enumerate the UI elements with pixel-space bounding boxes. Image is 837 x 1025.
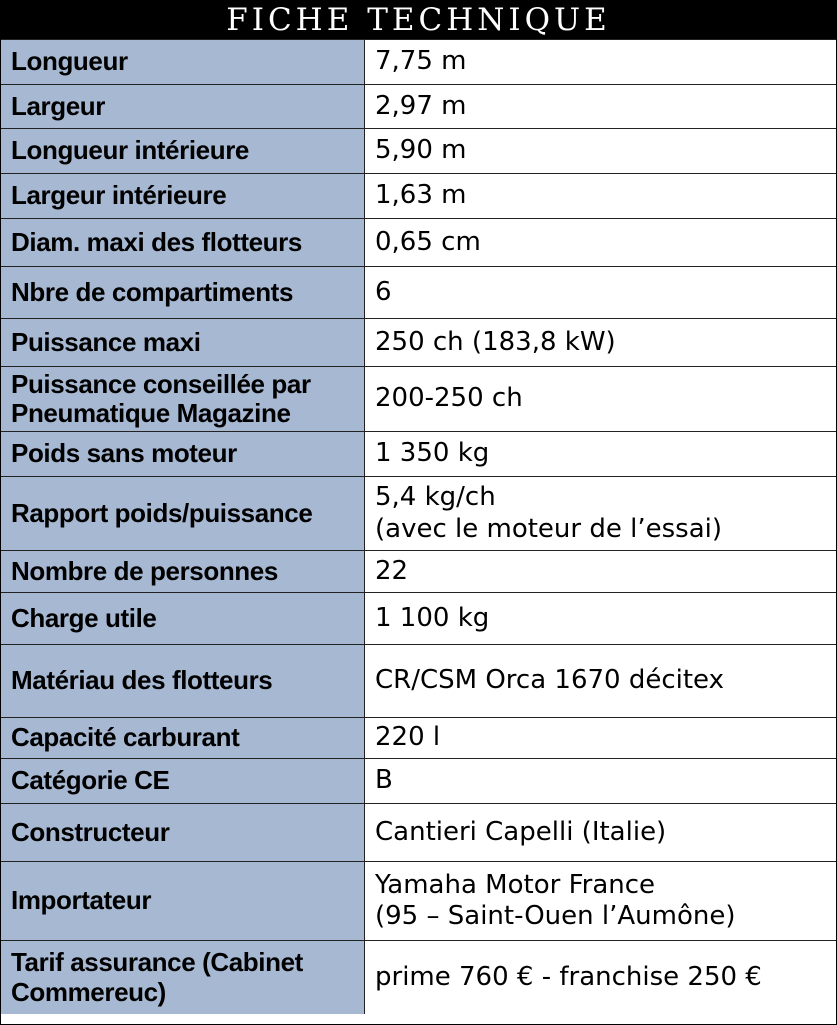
- spec-row: [1, 266, 836, 318]
- spec-row: [1, 476, 836, 550]
- row-label: Matériau des flotteurs: [1, 645, 365, 717]
- spec-row: [1, 218, 836, 266]
- row-label: Rapport poids/puissance: [1, 477, 365, 550]
- spec-row: [1, 592, 836, 644]
- row-value: 1 100 kg: [365, 593, 836, 644]
- spec-row: [1, 717, 836, 758]
- row-label: Largeur intérieure: [1, 174, 365, 218]
- spec-row: [1, 39, 836, 84]
- row-label: Largeur: [1, 85, 365, 128]
- row-value: Yamaha Motor France (95 – Saint-Ouen l’Aumône): [365, 862, 836, 940]
- sheet-title: FICHE TECHNIQUE: [1, 1, 836, 39]
- spec-row: [1, 644, 836, 717]
- row-value: 2,97 m: [365, 85, 836, 128]
- row-value: 0,65 cm: [365, 219, 836, 266]
- spec-row: [1, 550, 836, 592]
- row-label: Importateur: [1, 862, 365, 940]
- row-value: CR/CSM Orca 1670 décitex: [365, 645, 836, 717]
- spec-row: [1, 84, 836, 128]
- row-value: 7,75 m: [365, 40, 836, 84]
- row-label: Tarif assurance (Cabinet Commereuc): [1, 941, 365, 1014]
- row-label: Catégorie CE: [1, 759, 365, 803]
- row-value: 1 350 kg: [365, 432, 836, 476]
- spec-row: [1, 128, 836, 173]
- row-label: Puissance maxi: [1, 319, 365, 366]
- spec-row: [1, 318, 836, 366]
- row-value: Cantieri Capelli (Italie): [365, 804, 836, 861]
- spec-row: [1, 758, 836, 803]
- row-label: Diam. maxi des flotteurs: [1, 219, 365, 266]
- row-value: B: [365, 759, 836, 803]
- row-label: Charge utile: [1, 593, 365, 644]
- row-label: Capacité carburant: [1, 718, 365, 758]
- row-value: prime 760 € - franchise 250 €: [365, 941, 836, 1014]
- row-label: Constructeur: [1, 804, 365, 861]
- row-label: Longueur intérieure: [1, 129, 365, 173]
- spec-row: [1, 366, 836, 431]
- row-value: 6: [365, 267, 836, 318]
- row-label: Nbre de compartiments: [1, 267, 365, 318]
- row-value: 250 ch (183,8 kW): [365, 319, 836, 366]
- row-value: 5,90 m: [365, 129, 836, 173]
- row-value: 220 l: [365, 718, 836, 758]
- spec-row: [1, 803, 836, 861]
- row-value: 22: [365, 551, 836, 592]
- spec-row: [1, 173, 836, 218]
- spec-row: [1, 861, 836, 940]
- row-label: Longueur: [1, 40, 365, 84]
- row-label: Nombre de personnes: [1, 551, 365, 592]
- row-value: 1,63 m: [365, 174, 836, 218]
- row-value: 5,4 kg/ch (avec le moteur de l’essai): [365, 477, 836, 550]
- row-value: 200-250 ch: [365, 367, 836, 431]
- row-label: Puissance conseillée par Pneumatique Magazine: [1, 367, 365, 431]
- spec-table: [1, 39, 836, 1024]
- spec-row: [1, 431, 836, 476]
- row-label: Poids sans moteur: [1, 432, 365, 476]
- spec-row: [1, 940, 836, 1014]
